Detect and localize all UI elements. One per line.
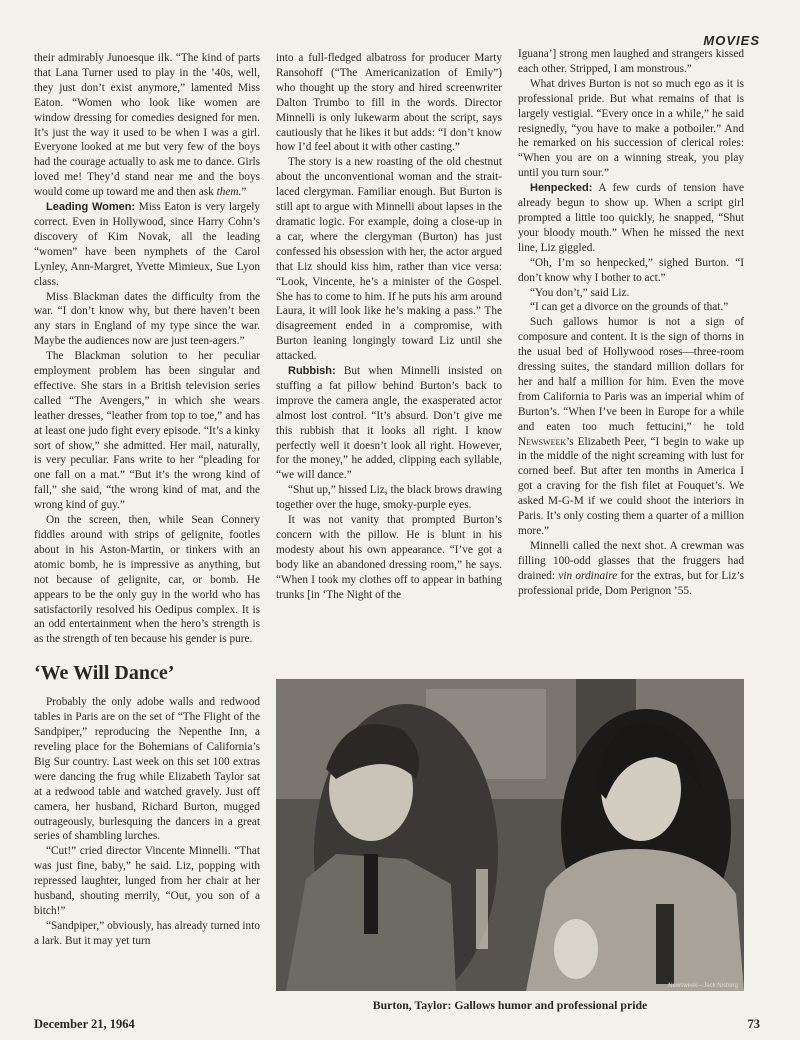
photo-illustration [276,679,744,991]
paragraph: “Shut up,” hissed Liz, the black brows drawing together over the huge, smoky-purple eyes. [276,484,502,512]
article-column-2 [276,51,502,603]
paragraph: On the screen, then, while Sean Connery fiddles around with strips of gelignite, footles about in his Aston-Martin, or tinkers with an atomic bomb, he is impressive as anything, but not because of gelignite, car, or bomb. He appears to be the only guy in the world who has satisfactorily resolved his Oedipus complex. It is an odd entertainment when the hero’s strength is as the strength of ten because his gender is pure. [34,514,260,646]
subhead: ‘We Will Dance’ [34,662,175,685]
issue-date: December 21, 1964 [34,1017,135,1031]
section-label: MOVIES [703,33,760,48]
article-photo [276,679,744,991]
paragraph: “I can get a divorce on the grounds of that.” [530,301,729,314]
paragraph: “Sandpiper,” obviously, has already turned into a lark. But it may yet turn [34,919,260,947]
runin-heading: Leading Women: [46,201,136,214]
paragraph: Miss Blackman dates the difficulty from the war. “I don’t know why, but there haven’t been any stars in England of my type since the war. Maybe the audiences now are just teen-agers.” [34,290,260,348]
paragraph: “Oh, I’m so henpecked,” sighed Burton. “I don’t know why I bother to act.” [518,256,744,284]
photo-caption: Burton, Taylor: Gallows humor and professional pride [372,998,648,1012]
paragraph: The story is a new roasting of the old chestnut about the unconventional woman and the strait-laced clergyman. Familiar enough. But Burton is still apt to argue with Minnelli about lapses in the dramatic logic. For example, doing a close-up in a car, where the clergyman (Burton) has just confessed his obsession with her, the actor argued that Liz should kiss him, rather than vice versa: “Look, Vincente, he’s a minister of the Gospel. She has to come to him. If he puts his arm around Laura, it will look like he’s making a pass.” The disagreement ended in a compromise, with Burton leaning longingly toward Liz until she attacked. [276,156,502,363]
paragraph: Leading Women: Miss Eaton is very largely correct. Even in Hollywood, since Harry Cohn’s discovery of Kim Novak, all the leading “women” have been nymphets of the Carol Lynley, Ann-Margret, Yvette Mimieux, Sue Lyon class. [34,201,260,288]
article-column-3 [518,47,744,599]
photo-credit: Newsweek—Jack Nisberg [668,983,738,989]
article-column-1 [34,51,260,949]
paragraph: Minnelli called the next shot. A crewman was filling 100-odd glasses that the fruggers had drained: vin ordinaire for the extras, but for Liz’s professional pride, Dom Perignon ’55. [518,539,744,597]
runin-heading: Rubbish: [288,365,336,378]
paragraph: into a full-fledged albatross for producer Marty Ransohoff (“The Americanization of Emily”) who thought up the story and hired screenwriter Dalton Trumbo to fill in the words. Director Minnelli is only lukewarm about the script, says cautiously that he likes it but adds: “I don’t know how I’d feel about it with other casting.” [276,52,502,154]
runin-heading: Henpecked: [530,182,593,195]
paragraph: Probably the only adobe walls and redwood tables in Paris are on the set of “The Flight of the Sandpiper,” reproducing the Nepenthe Inn, a reveling place for the Bohemians of California’s Big Sur country. Last week on this set 100 extras were dancing the frug while Elizabeth Taylor sat at a redwood table and watched gravely. Just off camera, her husband, Richard Burton, mugged outrageously, burlesquing the dancers in a great series of shambling lurches. [34,696,260,843]
page-number: 73 [747,1017,760,1031]
paragraph: What drives Burton is not so much ego as it is professional pride. But what remains of that is largely vestigial. “Every once in a while,” he said resignedly, “you have to make a potboiler.” And he remarked on his succession of clerical roles: “When you are on a winning streak, you play until you turn sour.” [518,77,744,180]
paragraph: It was not vanity that prompted Burton’s concern with the pillow. He is blunt in his modesty about his own appearance. “I’ve got a body like an abandoned dressing room,” he says. “When I took my clothes off to appear in bathing trunks [in ‘The Night of the [276,514,502,601]
paragraph: Iguana’] strong men laughed and strangers kissed each other. Stripped, I am monstrous.” [518,48,744,75]
paragraph: their admirably Junoesque ilk. “The kind of parts that Lana Turner used to play in the ’40s, well, they just don’t exist anymore,” lamented Miss Eaton. “Women who look like women are window dressing for comedies designed for men. It’s just the way it used to be when I was a girl. Everyone looked at me but very few of the boys had the courage actually to ask me to dance. Girls loved me! They’d stand near me and the boys would come up toward me and then ask them.” [34,52,260,199]
paragraph: Rubbish: But when Minnelli insisted on stuffing a fat pillow behind Burton’s back to improve the camera angle, the exasperated actor almost lost control. “It’s absurd. Don’t give me this rubbish that it looks all right. I know perfectly well it doesn’t look all right. However, for the money,” he added, clipping each syllable, “we will dance.” [276,365,502,482]
paragraph: The Blackman solution to her peculiar employment problem has been singular and effective. She stars in a British television series called “The Avengers,” in which she wears leather dresses, “leather from top to toe,” and has at least one judo fight every episode. “It’s a kinky sort of show,” she admitted. Her mail, naturally, is very peculiar. Fans write to her “pleading for one fall on a mat.” “But it’s the wrong kind of fall,” she said, “the wrong kind of mat, and the wrong kind of guy.” [34,350,260,512]
paragraph: “You don’t,” said Liz. [530,286,630,299]
paragraph: “Cut!” cried director Vincente Minnelli. “That was just fine, baby,” he said. Liz, popping with repressed laughter, lunged from her chair at her husband, shouting merrily, “Out, you son of a bitch!” [34,845,260,917]
paragraph: Such gallows humor is not a sign of composure and content. It is the sign of thorns in the usual bed of Hollywood roses—three-room dressing suites, the standard million dollars for her and half a million for him. Even the move from California to Paris was an imperial whim of Burton’s. “When I’ve been in Europe for a while and eaten too much fettucini,” he told Newsweek’s Elizabeth Peer, “I begin to wake up in the middle of the night screaming with lust for corned beef. But after ten months in America I got a craving for the fish filet at Fouquet’s. We asked M-G-M if we could shoot the interiors in Paris. It’s only costing them a quarter of a million more.” [518,316,744,537]
paragraph: Henpecked: A few curds of tension have already begun to show up. When a script girl prompted a little too quickly, he snapped, “Shut your bloody mouth.” When he missed the next line, Liz giggled. [518,182,744,254]
